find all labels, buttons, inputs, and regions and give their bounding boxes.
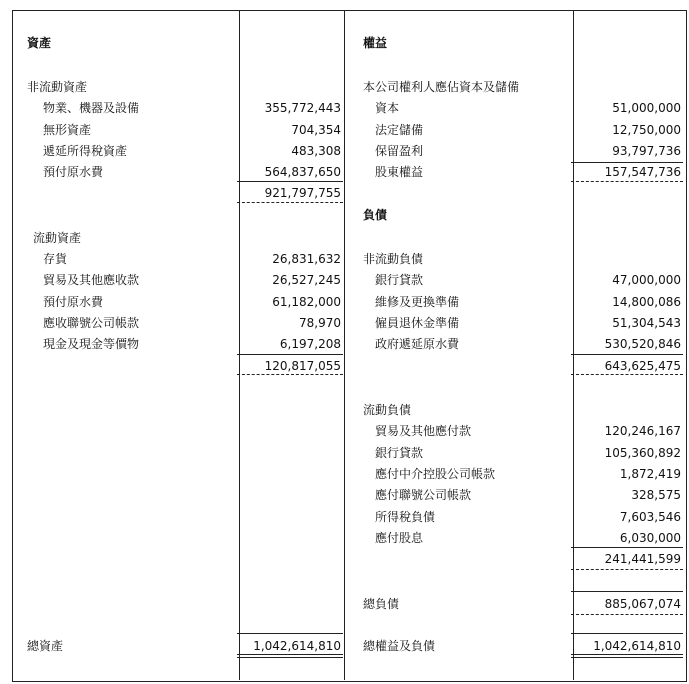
- line-item-value: 483,308: [291, 144, 341, 158]
- line-item-value: 120,246,167: [604, 424, 681, 438]
- line-item-value: 7,603,546: [619, 510, 681, 524]
- line-item-label: 遞延所得稅資產: [43, 144, 128, 158]
- line-item-value: 26,527,245: [272, 273, 341, 287]
- line-item-value: 51,000,000: [612, 101, 681, 115]
- line-item-label: 預付原水費: [43, 165, 104, 179]
- line-item-label: 預付原水費: [43, 295, 104, 309]
- underline: [571, 181, 683, 182]
- line-item-label: 所得稅負債: [375, 510, 436, 524]
- underline: [237, 181, 343, 182]
- line-item-value: 26,831,632: [272, 252, 341, 266]
- underline: [571, 591, 683, 592]
- line-item-value: 6,030,000: [619, 531, 681, 545]
- current-liabilities-heading: 流動負債: [363, 403, 412, 417]
- line-item-value: 704,354: [291, 123, 341, 137]
- underline: [237, 374, 343, 375]
- line-item-label: 無形資產: [43, 123, 92, 137]
- equity-heading: 權益: [363, 36, 388, 50]
- line-item-value: 78,970: [299, 316, 341, 330]
- line-item-value: 355,772,443: [264, 101, 341, 115]
- line-item-label: 維修及更換準備: [375, 295, 460, 309]
- line-item-label: 存貨: [43, 252, 68, 266]
- line-item-value: 6,197,208: [279, 337, 341, 351]
- underline: [571, 162, 683, 163]
- underline: [237, 202, 343, 203]
- subtotal-value: 921,797,755: [264, 186, 341, 200]
- current-assets-heading: 流動資產: [33, 231, 82, 245]
- line-item-label: 物業、機器及設備: [43, 101, 140, 115]
- line-item-value: 61,182,000: [272, 295, 341, 309]
- subtotal-value: 643,625,475: [604, 359, 681, 373]
- total-assets-value: 1,042,614,810: [253, 639, 341, 653]
- underline: [571, 547, 683, 548]
- line-item-label: 銀行貸款: [375, 273, 424, 287]
- double-underline: [571, 657, 683, 658]
- line-item-label: 銀行貸款: [375, 446, 424, 460]
- line-item-label: 貿易及其他應收款: [43, 273, 140, 287]
- line-item-value: 14,800,086: [612, 295, 681, 309]
- underline: [571, 374, 683, 375]
- underline: [571, 354, 683, 355]
- underline: [571, 569, 683, 570]
- line-item-value: 93,797,736: [612, 144, 681, 158]
- line-item-value: 51,304,543: [612, 316, 681, 330]
- column-divider: [573, 10, 574, 680]
- line-item-value: 530,520,846: [604, 337, 681, 351]
- line-item-label: 資本: [375, 101, 400, 115]
- line-item-label: 政府遞延原水費: [375, 337, 460, 351]
- double-underline: [571, 654, 683, 655]
- total-liabilities-label: 總負債: [363, 597, 400, 611]
- total-liabilities-value: 885,067,074: [604, 597, 681, 611]
- subtotal-value: 120,817,055: [264, 359, 341, 373]
- assets-heading: 資產: [27, 36, 52, 50]
- subtotal-value: 241,441,599: [604, 552, 681, 566]
- equity-sub-heading: 本公司權利人應佔資本及儲備: [363, 80, 520, 94]
- total-equity-liabilities-label: 總權益及負債: [363, 639, 436, 653]
- line-item-label: 僱員退休金準備: [375, 316, 460, 330]
- total-equity-liabilities-value: 1,042,614,810: [593, 639, 681, 653]
- line-item-label: 應收聯號公司帳款: [43, 316, 140, 330]
- double-underline: [237, 654, 343, 655]
- line-item-value: 564,837,650: [264, 165, 341, 179]
- column-divider: [344, 10, 345, 680]
- line-item-label: 股東權益: [375, 165, 424, 179]
- column-divider: [239, 10, 240, 680]
- non-current-liabilities-heading: 非流動負債: [363, 252, 424, 266]
- underline: [571, 633, 683, 634]
- line-item-label: 法定儲備: [375, 123, 424, 137]
- underline: [237, 633, 343, 634]
- non-current-assets-heading: 非流動資產: [27, 80, 88, 94]
- underline: [237, 354, 343, 355]
- total-assets-label: 總資產: [27, 639, 64, 653]
- line-item-value: 157,547,736: [604, 165, 681, 179]
- line-item-label: 應付股息: [375, 531, 424, 545]
- underline: [571, 614, 683, 615]
- line-item-value: 105,360,892: [604, 446, 681, 460]
- line-item-label: 應付中介控股公司帳款: [375, 467, 496, 481]
- line-item-value: 328,575: [631, 488, 681, 502]
- liabilities-heading: 負債: [363, 208, 388, 222]
- line-item-label: 應付聯號公司帳款: [375, 488, 472, 502]
- line-item-value: 1,872,419: [619, 467, 681, 481]
- line-item-value: 12,750,000: [612, 123, 681, 137]
- line-item-value: 47,000,000: [612, 273, 681, 287]
- line-item-label: 保留盈利: [375, 144, 424, 158]
- double-underline: [237, 657, 343, 658]
- line-item-label: 現金及現金等價物: [43, 337, 140, 351]
- line-item-label: 貿易及其他應付款: [375, 424, 472, 438]
